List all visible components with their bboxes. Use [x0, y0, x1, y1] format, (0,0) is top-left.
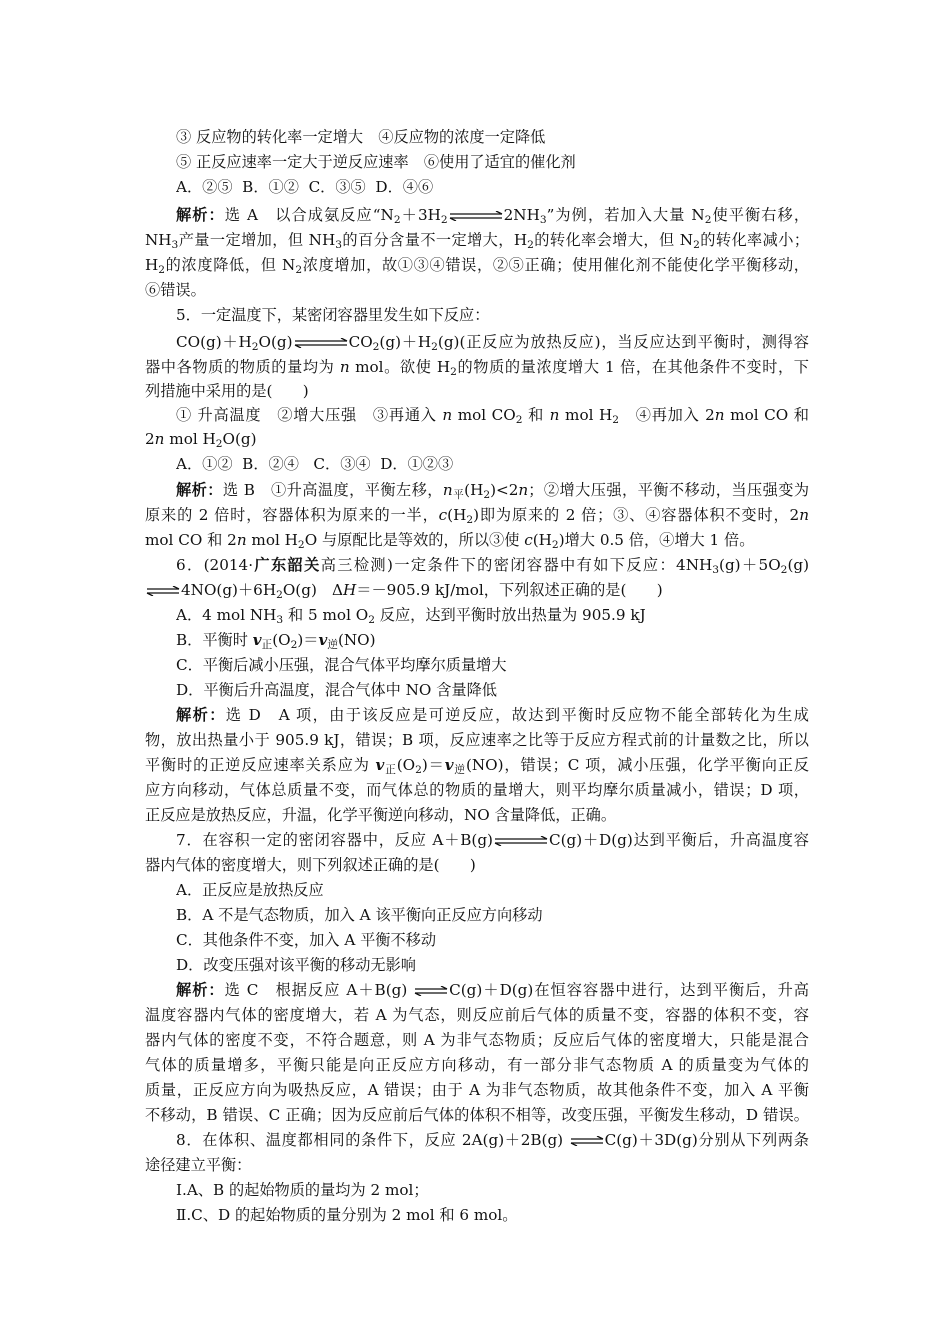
text-line: B．A 不是气态物质，加入 A 该平衡向正反应方向移动 [176, 906, 543, 924]
text-line: 质量，正反应方向为吸热反应，A 错误；由于 A 为非气态物质，故其他条件不变，加入 A 平衡 [145, 1081, 809, 1099]
text-line: D．平衡后升高温度，混合气体中 NO 含量降低 [176, 681, 497, 699]
equilibrium-arrow-icon [494, 836, 548, 846]
text-line: 列措施中采用的是( ) [145, 382, 309, 400]
text-line: ⑥错误。 [145, 281, 206, 299]
text-line: A．正反应是放热反应 [176, 881, 324, 899]
text-line: 6．(2014·广东韶关高三检测)一定条件下的密闭容器中有如下反应：$4NH_3(g)+5O_2(g)$ [176, 556, 809, 577]
text-line: C．其他条件不变，加入 A 平衡不移动 [176, 931, 437, 949]
text-line: $NH_3$产量一定增加，但 $NH_3$的百分含量不一定增大，$H_2$的转化率会增大，但 $N_2$的转化率减小； [145, 231, 809, 252]
text-line: 物，放出热量小于 905.9 kJ，错误；B 项，反应速率之比等于反应方程式前的计量数之比，所以 [145, 731, 809, 749]
text-line: 2n mol $H_2O(g)$ [145, 430, 257, 451]
text-line: 温度容器内气体的密度增大，若 A 为气态，则反应前后气体的质量不变，容器的体积不变，容 [145, 1006, 809, 1024]
text-line: $H_2$的浓度降低，但 $N_2$浓度增加，故①③④错误，②⑤正确；使用催化剂不能使化学平衡移动， [145, 256, 809, 277]
text-line: ⑤ 正反应速率一定大于逆反应速率 ⑥使用了适宜的催化剂 [176, 153, 576, 171]
text-line: 途径建立平衡： [145, 1156, 252, 1174]
text-line: 气体的质量增多，平衡只能是向正反应方向移动，有一部分非气态物质 A 的质量变为气体的 [145, 1056, 809, 1074]
text-line: 正反应是放热反应，升温，化学平衡逆向移动，NO 含量降低，正确。 [145, 806, 617, 824]
text-line: A．4 mol $NH_3$ 和 5 mol $O_2$ 反应，达到平衡时放出热量为 905.9 kJ [176, 606, 646, 627]
text-line: 8．在体积、温度都相同的条件下，反应 2A(g)＋2B(g) C(g)＋3D(g)分别从下列两条 [176, 1131, 809, 1149]
equilibrium-arrow-icon [146, 586, 180, 596]
text-line: A．②⑤ B．①② C．③⑤ D．④⑥ [176, 178, 434, 196]
text-line: mol CO 和 2n mol $H_2O$ 与原配比是等效的，所以③使 $c(H_2)$增大 0.5 倍，④增大 1 倍。 [145, 531, 755, 552]
text-line: 平衡时的正逆反应速率关系应为 $v_正(O_2)=v_逆(NO)$，错误；C 项，减小压强，化学平衡向正反 [145, 756, 809, 777]
text-line: $CO(g)+H_2O(g)$ $CO_2(g)+H_2(g)$(正反应为放热反应)，当反应达到平衡时，测得容 [176, 333, 809, 354]
text-line: $4NO(g)+6H_2O(g)$ ΔH＝－905.9 kJ/mol，下列叙述正确的是( ) [145, 580, 809, 602]
text-line: 器中各物质的物质的量均为 n mol。欲使 $H_2$的物质的量浓度增大 1 倍，在其他条件不变时，下 [145, 358, 809, 379]
text-line: ③ 反应物的转化率一定增大 ④反应物的浓度一定降低 [176, 128, 546, 146]
text-line: 解析：选 C 根据反应 A＋B(g) C(g)＋D(g)在恒容容器中进行，达到平衡后，升高 [176, 981, 809, 999]
text-line: Ⅱ.C、D 的起始物质的量分别为 2 mol 和 6 mol。 [176, 1206, 518, 1224]
text-line: 解析：选 B ①升高温度，平衡左移，$n_平(H_2)<2n$；②增大压强，平衡不移动，当压强变为 [176, 481, 809, 502]
text-line: 不移动，B 错误、C 正确；因为反应前后气体的体积不相等，改变压强，平衡发生移动，D 错误。 [145, 1106, 809, 1124]
text-line: 应方向移动，气体总质量不变，而气体总的物质的量增大，则平均摩尔质量减小，错误；D 项， [145, 781, 809, 799]
text-line: 5．一定温度下，某密闭容器里发生如下反应： [176, 306, 490, 324]
text-line: 器内气体的密度增大，则下列叙述正确的是( ) [145, 856, 476, 874]
text-line: 原来的 2 倍时，容器体积为原来的一半，$c(H_2)$即为原来的 2 倍；③、④容器体积不变时，2n [145, 506, 809, 527]
text-line: 解析：选 A 以合成氨反应“$N_2+3H_2$ $2NH_3$”为例，若加入大量 $N_2$使平衡右移， [176, 206, 809, 227]
text-line: B．平衡时 $v_正(O_2)=v_逆(NO)$ [176, 631, 376, 652]
text-line: C．平衡后减小压强，混合气体平均摩尔质量增大 [176, 656, 507, 674]
equilibrium-arrow-icon [570, 1136, 604, 1146]
equilibrium-arrow-icon [414, 986, 448, 996]
text-line: A．①② B．②④ C．③④ D．①②③ [176, 455, 454, 473]
text-line: 解析：选 D A 项，由于该反应是可逆反应，故达到平衡时反应物不能全部转化为生成 [176, 706, 809, 724]
text-line: D．改变压强对该平衡的移动无影响 [176, 956, 416, 974]
equilibrium-arrow-icon [449, 211, 503, 221]
text-line: 器内气体的密度不变，不符合题意，则 A 为非气态物质；反应后气体的密度增大，只能是混合 [145, 1031, 809, 1049]
text-line: ① 升高温度 ②增大压强 ③再通入 n mol $CO_2$ 和 n mol $H_2$ ④再加入 2n mol CO 和 [176, 406, 809, 427]
equilibrium-arrow-icon [294, 338, 348, 348]
text-line: Ⅰ.A、B 的起始物质的量均为 2 mol； [176, 1181, 429, 1199]
text-line: 7．在容积一定的密闭容器中，反应 A＋B(g) C(g)＋D(g)达到平衡后，升高温度容 [176, 831, 809, 849]
